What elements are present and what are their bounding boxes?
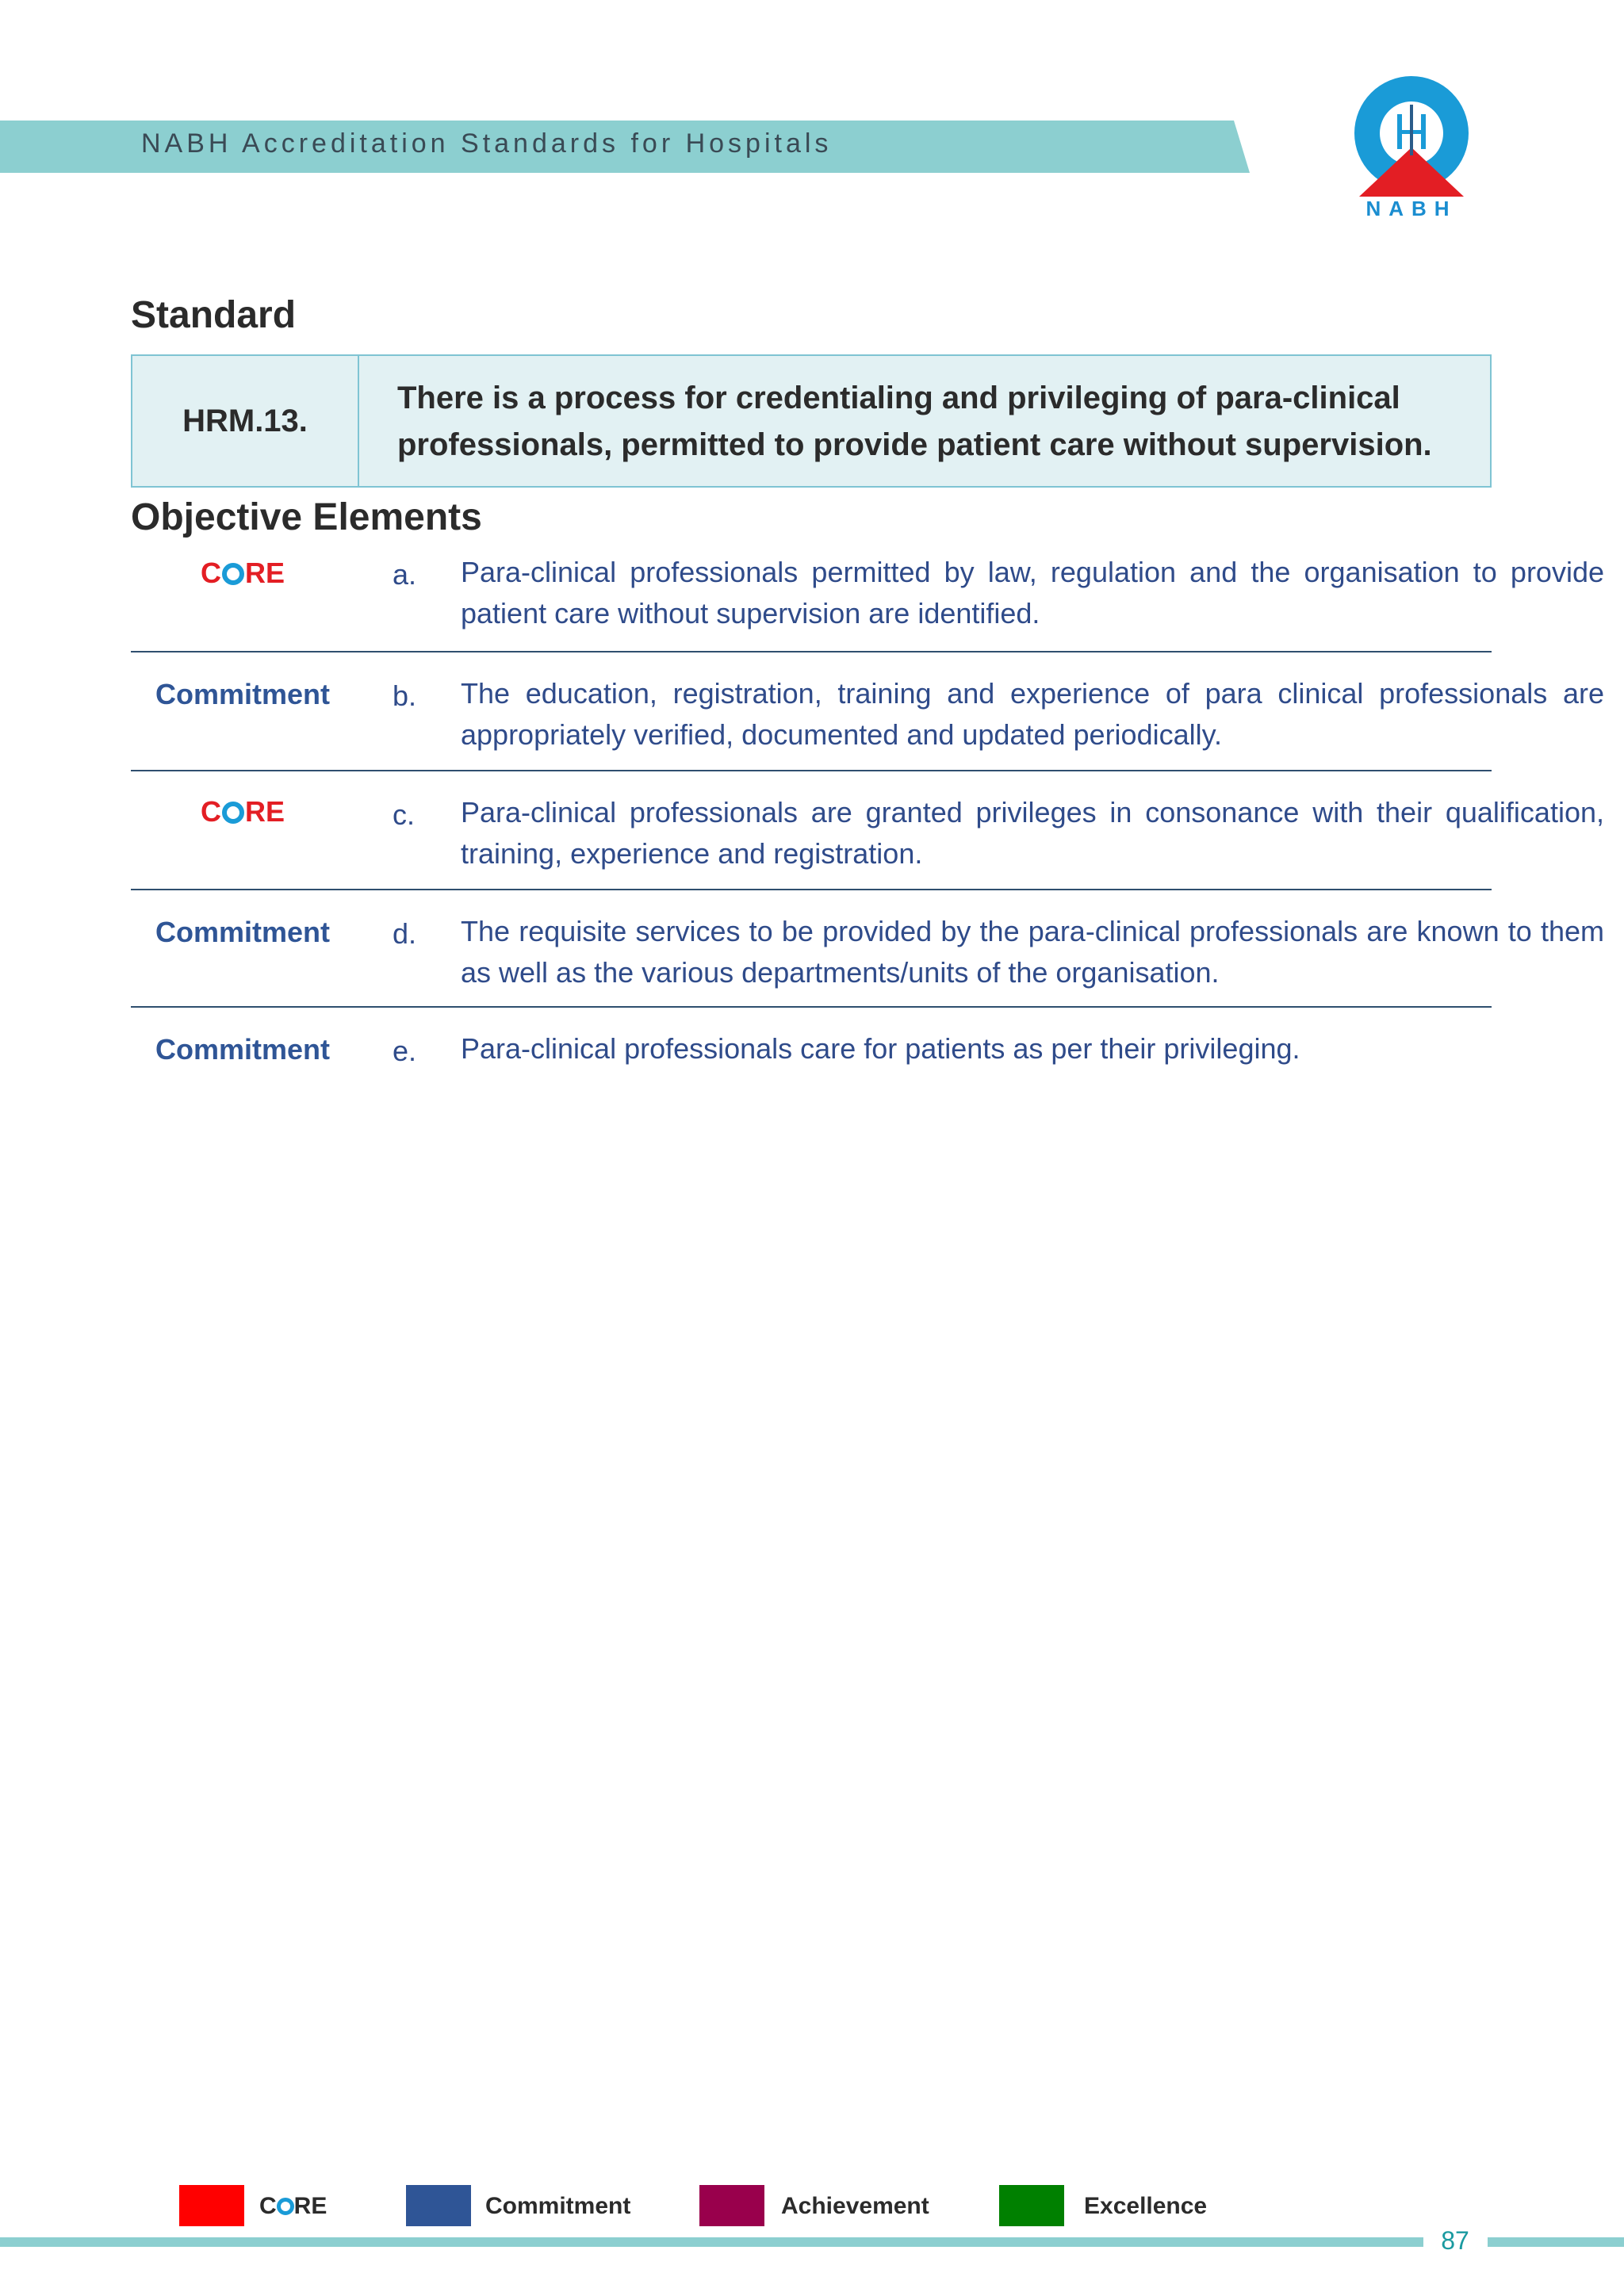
core-tag: C RE [200, 557, 285, 589]
element-text: Para-clinical professionals are granted privileges in consonance with their qualification, training, experience and registration. [461, 796, 1604, 870]
element-text: Para-clinical professionals care for patients as per their privileging. [461, 1032, 1300, 1065]
element-letter: c. [393, 798, 416, 831]
objective-element-row [131, 652, 1604, 771]
header-title: NABH Accreditation Standards for Hospitals [141, 128, 833, 159]
footer-rule-left [0, 2237, 1423, 2247]
commitment-tag: Commitment [155, 1033, 330, 1066]
commitment-tag: Commitment [155, 678, 330, 710]
objective-elements-table [131, 555, 1604, 1087]
standard-text: There is a process for credentialing and privileging of para-clinical professionals, permitted to provide patient care without supervision. [397, 381, 1432, 462]
legend-label-commitment: Commitment [485, 2193, 631, 2219]
logo-text: NABH [1365, 197, 1457, 220]
objective-elements-heading: Objective Elements [131, 496, 482, 538]
legend [0, 2185, 1624, 2229]
objective-element-row [131, 1008, 1492, 1087]
legend-label-excellence: Excellence [1084, 2193, 1208, 2219]
legend-label-achievement: Achievement [781, 2193, 929, 2219]
legend-label-core: C RE [259, 2193, 327, 2219]
footer-rule-right [1488, 2237, 1624, 2247]
objective-element-row [131, 555, 1604, 652]
element-letter: a. [393, 558, 417, 591]
element-letter: e. [393, 1035, 417, 1067]
core-tag: C RE [200, 795, 285, 828]
standard-code: HRM.13. [132, 356, 359, 486]
element-text: The education, registration, training and experience of para clinical professionals are appropriately verified, documented and updated periodically. [461, 677, 1604, 751]
legend-swatch-excellence [999, 2185, 1064, 2226]
commitment-tag: Commitment [155, 916, 330, 948]
element-letter: b. [393, 679, 417, 712]
objective-element-row [131, 890, 1604, 1008]
element-text: Para-clinical professionals permitted by law, regulation and the organisation to provide patient care without supervision are identified. [461, 556, 1604, 629]
legend-swatch-commitment [406, 2185, 471, 2226]
legend-swatch-achievement [699, 2185, 764, 2226]
objective-element-row [131, 771, 1604, 890]
element-letter: d. [393, 917, 417, 950]
standard-heading: Standard [131, 294, 297, 336]
legend-swatch-core [179, 2185, 244, 2226]
standard-box [131, 354, 1492, 488]
element-text: The requisite services to be provided by the para-clinical professionals are known to them as well as the various departments/units of the organisation. [461, 915, 1604, 989]
page-number: 87 [1441, 2226, 1469, 2255]
